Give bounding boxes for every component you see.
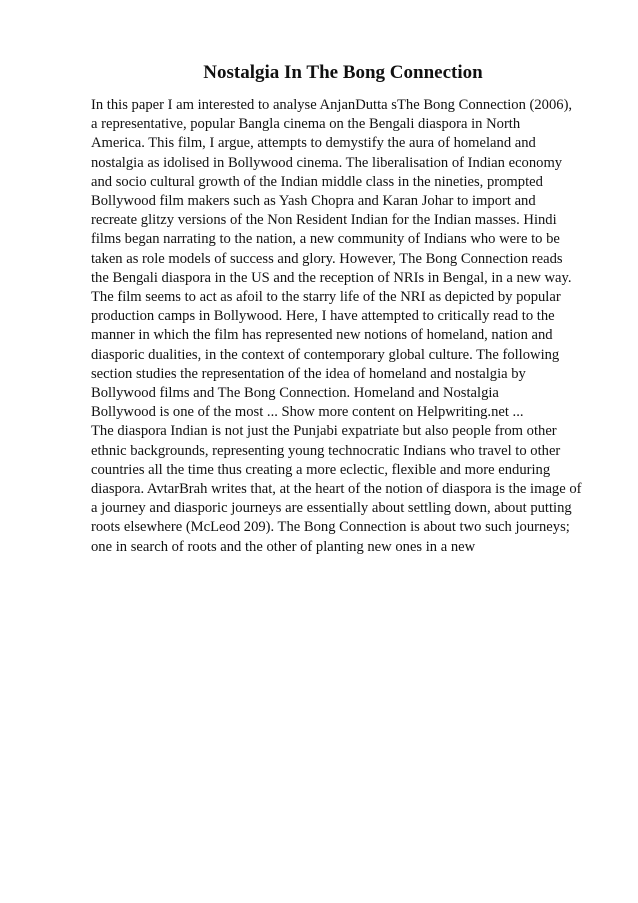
body-line: a journey and diasporic journeys are essentially about settling down, about putting [91,500,572,517]
body-line: diaspora. AvtarBrah writes that, at the heart of the notion of diaspora is the image of [91,481,582,498]
body-line: production camps in Bollywood. Here, I have attempted to critically read to the [91,308,555,325]
body-line: Bollywood films and The Bong Connection. Homeland and Nostalgia [91,385,499,402]
body-line: taken as role models of success and glory. However, The Bong Connection reads [91,250,563,267]
body-line: manner in which the film has represented new notions of homeland, nation and [91,327,553,344]
body-line: the Bengali diaspora in the US and the reception of NRIs in Bengal, in a new way. [91,269,572,286]
body-line: one in search of roots and the other of planting new ones in a new [91,538,476,555]
body-line: countries all the time thus creating a more eclectic, flexible and more enduring [91,461,551,478]
body-line: roots elsewhere (McLeod 209). The Bong Connection is about two such journeys; [91,519,570,536]
body-line: and socio cultural growth of the Indian middle class in the nineties, prompted [91,173,543,190]
body-line: recreate glitzy versions of the Non Resident Indian for the Indian masses. Hindi [91,212,557,229]
body-line: a representative, popular Bangla cinema on the Bengali diaspora in North [91,116,521,133]
body-line: Bollywood film makers such as Yash Chopra and Karan Johar to import and [91,193,536,210]
body-line: Bollywood is one of the most ... Show more content on Helpwriting.net ... [91,404,524,421]
body-line: America. This film, I argue, attempts to demystify the aura of homeland and [91,135,536,152]
body-line: ethnic backgrounds, representing young technocratic Indians who travel to other [91,442,561,459]
body-line: films began narrating to the nation, a new community of Indians who were to be [91,231,560,248]
body-line: The diaspora Indian is not just the Punjabi expatriate but also people from other [91,423,557,440]
document-title: Nostalgia In The Bong Connection [203,62,483,83]
body-line: diasporic dualities, in the context of contemporary global culture. The following [91,346,560,363]
document-body [91,96,611,557]
body-line: nostalgia as idolised in Bollywood cinema. The liberalisation of Indian economy [91,154,563,171]
body-line: The film seems to act as afoil to the starry life of the NRI as depicted by popular [91,289,561,306]
body-line: section studies the representation of the idea of homeland and nostalgia by [91,365,526,382]
body-line: In this paper I am interested to analyse AnjanDutta sThe Bong Connection (2006), [91,97,573,113]
